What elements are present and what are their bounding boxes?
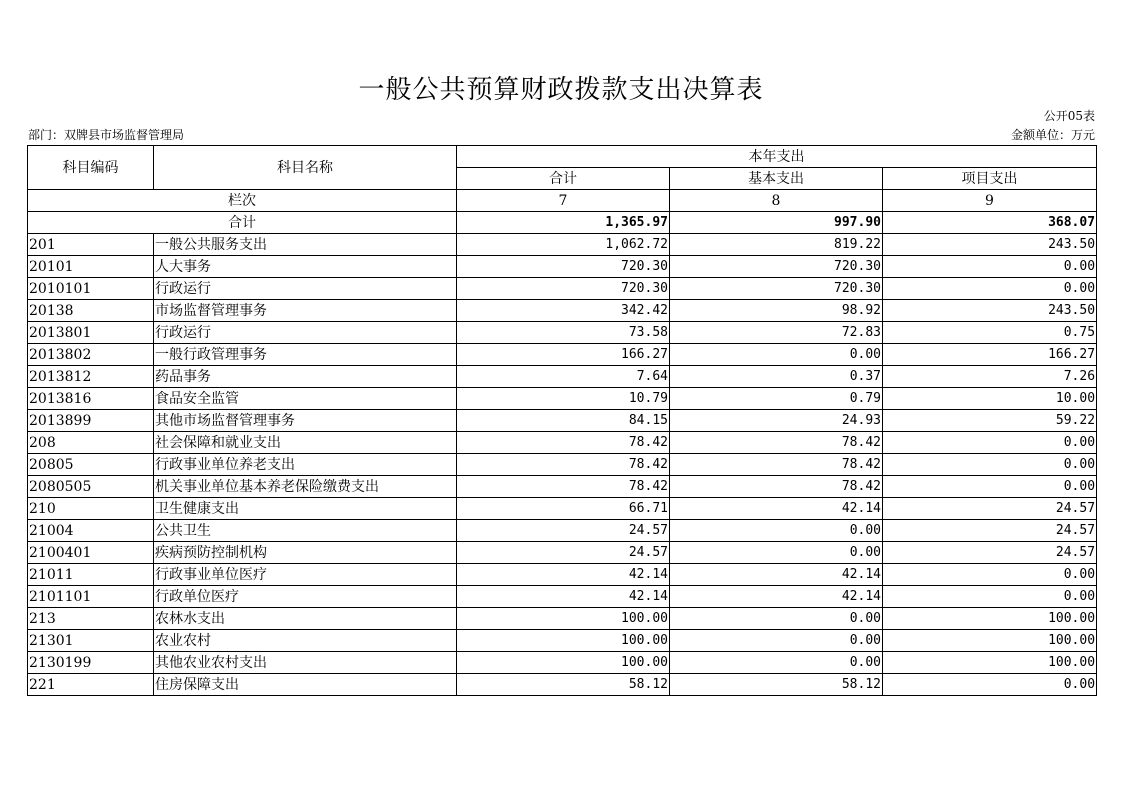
header-row-1	[28, 146, 1097, 168]
row-basic: 819.22	[670, 234, 883, 256]
department-label: 部门：双牌县市场监督管理局	[28, 128, 185, 142]
table-row	[28, 234, 1097, 256]
row-code: 2101101	[28, 586, 154, 608]
budget-table	[27, 145, 1097, 696]
row-project: 0.00	[883, 586, 1097, 608]
total-basic: 997.90	[670, 212, 883, 234]
row-total: 24.57	[457, 542, 670, 564]
row-name: 其他市场监督管理事务	[154, 410, 457, 432]
row-total: 166.27	[457, 344, 670, 366]
total-project: 368.07	[883, 212, 1097, 234]
table-row	[28, 388, 1097, 410]
row-basic: 0.00	[670, 630, 883, 652]
row-total: 42.14	[457, 586, 670, 608]
header-group: 本年支出	[457, 146, 1097, 168]
row-basic: 720.30	[670, 256, 883, 278]
table-row	[28, 630, 1097, 652]
row-project: 0.00	[883, 674, 1097, 696]
row-name: 公共卫生	[154, 520, 457, 542]
header-project: 项目支出	[883, 168, 1097, 190]
row-name: 农林水支出	[154, 608, 457, 630]
row-name: 住房保障支出	[154, 674, 457, 696]
row-project: 243.50	[883, 300, 1097, 322]
row-name: 一般行政管理事务	[154, 344, 457, 366]
row-name: 药品事务	[154, 366, 457, 388]
row-name: 行政事业单位医疗	[154, 564, 457, 586]
row-name: 社会保障和就业支出	[154, 432, 457, 454]
row-project: 10.00	[883, 388, 1097, 410]
table-row	[28, 278, 1097, 300]
row-code: 201	[28, 234, 154, 256]
total-amount: 1,365.97	[457, 212, 670, 234]
row-project: 0.00	[883, 454, 1097, 476]
row-project: 0.00	[883, 256, 1097, 278]
row-basic: 0.00	[670, 608, 883, 630]
table-row	[28, 454, 1097, 476]
row-name: 一般公共服务支出	[154, 234, 457, 256]
row-code: 21004	[28, 520, 154, 542]
row-name: 食品安全监管	[154, 388, 457, 410]
table-row	[28, 586, 1097, 608]
row-name: 市场监督管理事务	[154, 300, 457, 322]
row-total: 10.79	[457, 388, 670, 410]
header-total: 合计	[457, 168, 670, 190]
row-code: 2013899	[28, 410, 154, 432]
row-total: 7.64	[457, 366, 670, 388]
row-basic: 42.14	[670, 586, 883, 608]
row-total: 66.71	[457, 498, 670, 520]
table-row	[28, 542, 1097, 564]
table-row	[28, 300, 1097, 322]
row-total: 84.15	[457, 410, 670, 432]
row-total: 42.14	[457, 564, 670, 586]
row-basic: 720.30	[670, 278, 883, 300]
row-project: 0.00	[883, 278, 1097, 300]
row-code: 2100401	[28, 542, 154, 564]
row-name: 行政事业单位养老支出	[154, 454, 457, 476]
row-basic: 78.42	[670, 476, 883, 498]
row-total: 1,062.72	[457, 234, 670, 256]
row-basic: 0.00	[670, 344, 883, 366]
row-name: 疾病预防控制机构	[154, 542, 457, 564]
row-project: 24.57	[883, 520, 1097, 542]
row-project: 100.00	[883, 652, 1097, 674]
row-total: 100.00	[457, 608, 670, 630]
row-project: 100.00	[883, 608, 1097, 630]
row-basic: 24.93	[670, 410, 883, 432]
row-basic: 0.37	[670, 366, 883, 388]
column-no-basic: 8	[670, 190, 883, 212]
row-basic: 58.12	[670, 674, 883, 696]
row-basic: 0.00	[670, 652, 883, 674]
row-name: 机关事业单位基本养老保险缴费支出	[154, 476, 457, 498]
table-row	[28, 432, 1097, 454]
row-basic: 0.00	[670, 520, 883, 542]
row-name: 行政运行	[154, 278, 457, 300]
row-total: 24.57	[457, 520, 670, 542]
row-code: 2010101	[28, 278, 154, 300]
row-name: 行政单位医疗	[154, 586, 457, 608]
row-name: 卫生健康支出	[154, 498, 457, 520]
column-no-total: 7	[457, 190, 670, 212]
table-row	[28, 410, 1097, 432]
row-total: 78.42	[457, 454, 670, 476]
row-code: 213	[28, 608, 154, 630]
row-code: 208	[28, 432, 154, 454]
row-total: 78.42	[457, 476, 670, 498]
column-label: 栏次	[28, 190, 457, 212]
row-total: 78.42	[457, 432, 670, 454]
row-code: 2013801	[28, 322, 154, 344]
row-code: 2130199	[28, 652, 154, 674]
row-project: 59.22	[883, 410, 1097, 432]
row-basic: 0.00	[670, 542, 883, 564]
form-number: 公开05表	[1043, 109, 1095, 123]
row-project: 100.00	[883, 630, 1097, 652]
row-project: 243.50	[883, 234, 1097, 256]
row-basic: 42.14	[670, 498, 883, 520]
row-code: 21301	[28, 630, 154, 652]
row-project: 0.00	[883, 476, 1097, 498]
row-name: 人大事务	[154, 256, 457, 278]
row-total: 720.30	[457, 278, 670, 300]
table-row	[28, 322, 1097, 344]
row-total: 58.12	[457, 674, 670, 696]
column-no-project: 9	[883, 190, 1097, 212]
row-project: 166.27	[883, 344, 1097, 366]
table-row	[28, 564, 1097, 586]
page-title: 一般公共预算财政拨款支出决算表	[358, 75, 764, 105]
row-project: 24.57	[883, 542, 1097, 564]
row-total: 342.42	[457, 300, 670, 322]
row-code: 210	[28, 498, 154, 520]
total-row	[28, 212, 1097, 234]
unit-label: 金额单位：万元	[1010, 128, 1095, 142]
row-code: 20138	[28, 300, 154, 322]
table-row	[28, 520, 1097, 542]
table-row	[28, 476, 1097, 498]
row-code: 21011	[28, 564, 154, 586]
table-row	[28, 652, 1097, 674]
row-basic: 78.42	[670, 432, 883, 454]
row-total: 73.58	[457, 322, 670, 344]
row-basic: 78.42	[670, 454, 883, 476]
row-name: 其他农业农村支出	[154, 652, 457, 674]
row-code: 2013802	[28, 344, 154, 366]
table-row	[28, 674, 1097, 696]
row-code: 2013816	[28, 388, 154, 410]
row-total: 100.00	[457, 652, 670, 674]
row-code: 20101	[28, 256, 154, 278]
row-basic: 98.92	[670, 300, 883, 322]
row-code: 2080505	[28, 476, 154, 498]
row-code: 20805	[28, 454, 154, 476]
row-code: 221	[28, 674, 154, 696]
row-name: 行政运行	[154, 322, 457, 344]
column-number-row	[28, 190, 1097, 212]
table-row	[28, 498, 1097, 520]
row-project: 0.00	[883, 432, 1097, 454]
table-row	[28, 608, 1097, 630]
row-basic: 0.79	[670, 388, 883, 410]
row-basic: 72.83	[670, 322, 883, 344]
row-name: 农业农村	[154, 630, 457, 652]
header-name: 科目名称	[154, 146, 457, 190]
table-row	[28, 256, 1097, 278]
header-basic: 基本支出	[670, 168, 883, 190]
row-total: 100.00	[457, 630, 670, 652]
row-project: 7.26	[883, 366, 1097, 388]
row-project: 0.75	[883, 322, 1097, 344]
header-code: 科目编码	[28, 146, 154, 190]
row-project: 24.57	[883, 498, 1097, 520]
table-row	[28, 344, 1097, 366]
row-project: 0.00	[883, 564, 1097, 586]
row-code: 2013812	[28, 366, 154, 388]
table-row	[28, 366, 1097, 388]
row-total: 720.30	[457, 256, 670, 278]
total-label: 合计	[28, 212, 457, 234]
row-basic: 42.14	[670, 564, 883, 586]
